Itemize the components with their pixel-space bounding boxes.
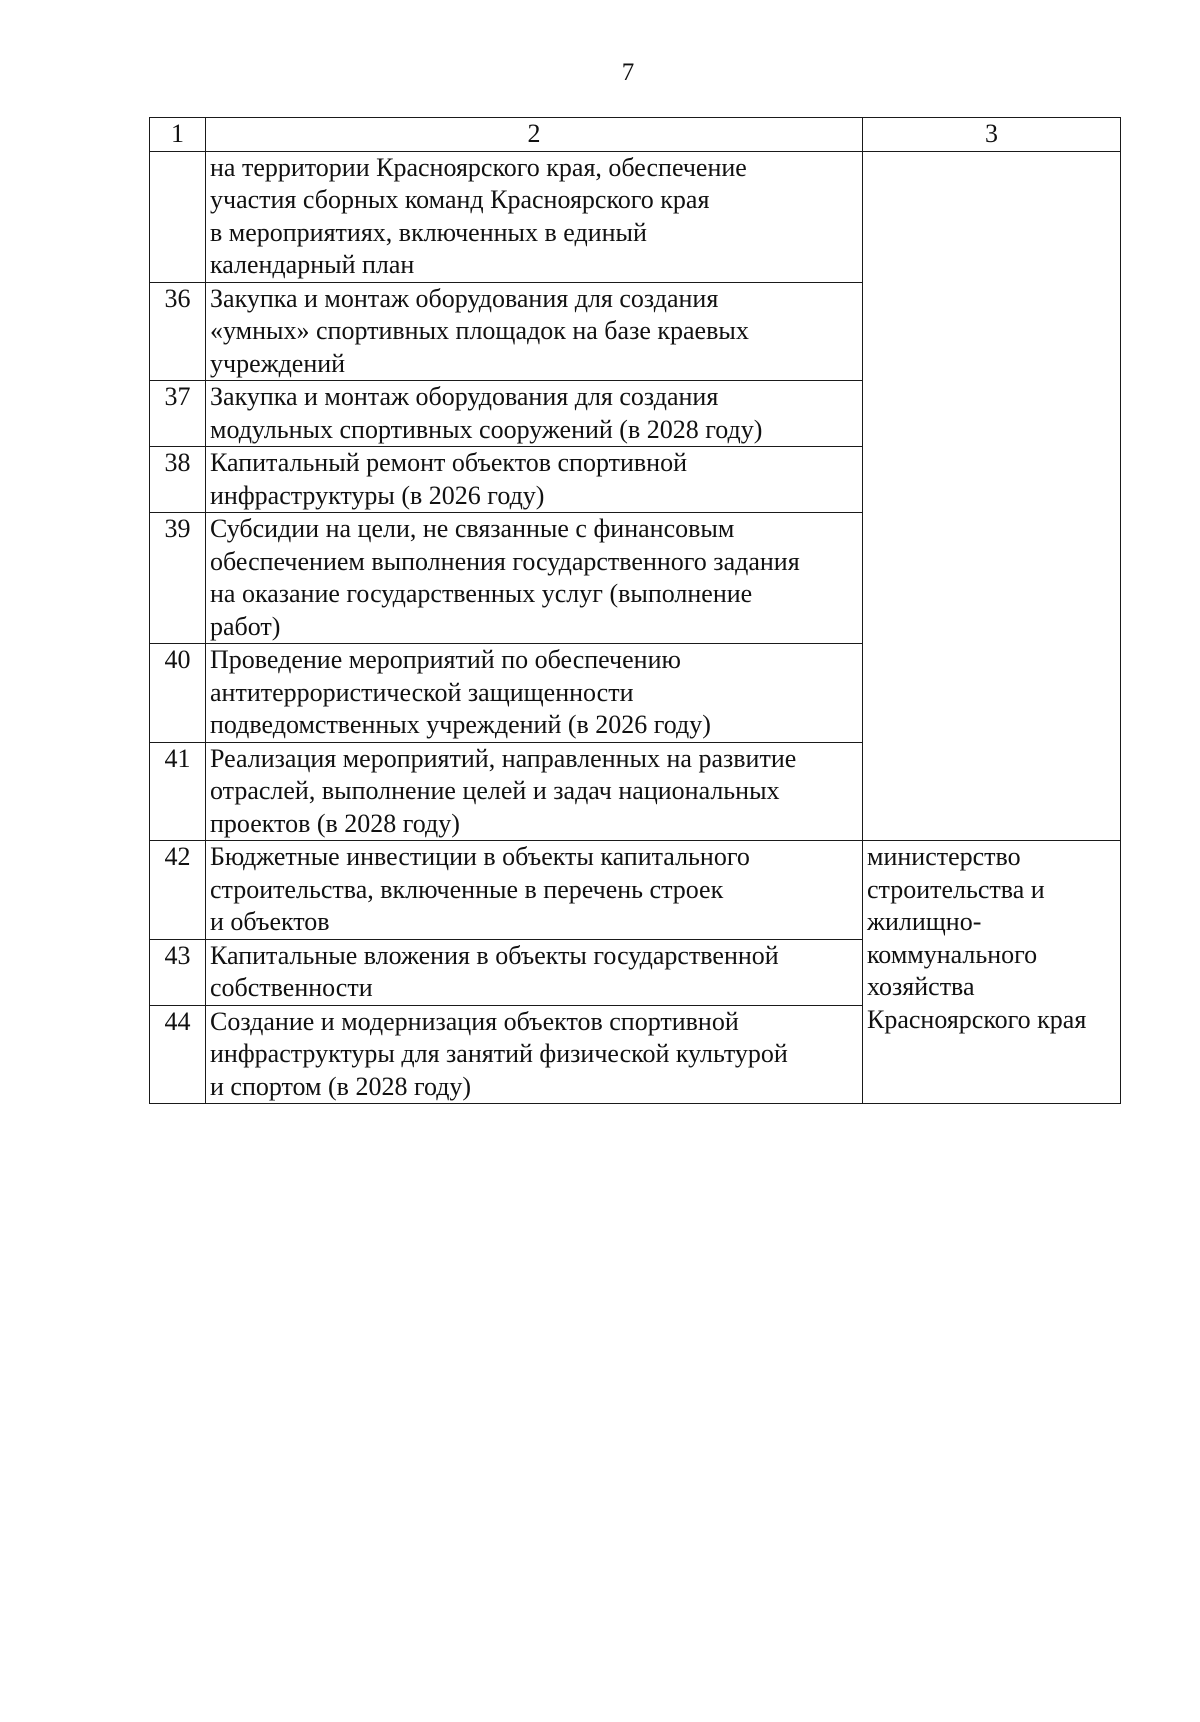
description-line: антитеррористической защищенности bbox=[210, 677, 634, 707]
description-line: и спортом (в 2028 году) bbox=[210, 1071, 472, 1101]
description-line: Бюджетные инвестиции в объекты капитального bbox=[210, 842, 750, 871]
description-line: «умных» спортивных площадок на базе краевых bbox=[210, 316, 749, 345]
row-number: 37 bbox=[150, 381, 206, 447]
measures-table bbox=[149, 117, 1121, 1104]
header-cell-3: 3 bbox=[863, 118, 1121, 152]
table-row bbox=[150, 151, 1121, 282]
responsible-cell-empty bbox=[863, 151, 1121, 841]
description-line: на оказание государственных услуг (выполнение bbox=[210, 579, 753, 608]
row-number: 40 bbox=[150, 644, 206, 743]
row-number: 39 bbox=[150, 513, 206, 644]
row-description bbox=[206, 742, 863, 841]
description-line: в мероприятиях, включенных в единый bbox=[210, 217, 647, 247]
responsible-line: Красноярского края bbox=[867, 1004, 1087, 1034]
row-number bbox=[150, 151, 206, 282]
responsible-ministry bbox=[863, 841, 1121, 1104]
description-line: инфраструктуры для занятий физической культурой bbox=[210, 1039, 788, 1068]
row-description bbox=[206, 841, 863, 940]
description-line: собственности bbox=[210, 973, 373, 1002]
responsible-line: строительства и bbox=[867, 874, 1045, 904]
row-number: 43 bbox=[150, 939, 206, 1005]
row-description bbox=[206, 447, 863, 513]
responsible-line: хозяйства bbox=[867, 972, 975, 1001]
description-line: проектов (в 2028 году) bbox=[210, 808, 460, 838]
row-number: 44 bbox=[150, 1005, 206, 1104]
description-line: учреждений bbox=[210, 348, 346, 378]
row-number: 36 bbox=[150, 282, 206, 381]
row-description bbox=[206, 513, 863, 644]
row-number: 41 bbox=[150, 742, 206, 841]
responsible-line: коммунального bbox=[867, 939, 1038, 969]
responsible-line: жилищно- bbox=[867, 907, 982, 936]
description-line: Закупка и монтаж оборудования для создания bbox=[210, 382, 719, 411]
description-line: отраслей, выполнение целей и задач национальных bbox=[210, 776, 780, 805]
description-line: участия сборных команд Красноярского края bbox=[210, 185, 710, 214]
header-cell-2: 2 bbox=[206, 118, 863, 152]
description-line: строительства, включенные в перечень строек bbox=[210, 874, 724, 904]
description-line: инфраструктуры (в 2026 году) bbox=[210, 480, 545, 510]
description-line: календарный план bbox=[210, 250, 415, 279]
description-line: на территории Красноярского края, обеспечение bbox=[210, 152, 747, 182]
row-number: 38 bbox=[150, 447, 206, 513]
row-description bbox=[206, 1005, 863, 1104]
description-line: модульных спортивных сооружений (в 2028 году) bbox=[210, 414, 763, 444]
row-number: 42 bbox=[150, 841, 206, 940]
row-description bbox=[206, 381, 863, 447]
description-line: обеспечением выполнения государственного задания bbox=[210, 546, 800, 576]
row-description bbox=[206, 644, 863, 743]
description-line: Закупка и монтаж оборудования для создания bbox=[210, 283, 719, 313]
description-line: подведомственных учреждений (в 2026 году) bbox=[210, 710, 711, 739]
responsible-line: министерство bbox=[867, 842, 1021, 871]
table-header-row bbox=[150, 118, 1121, 152]
description-line: Капитальные вложения в объекты государственной bbox=[210, 940, 779, 970]
description-line: работ) bbox=[210, 611, 281, 641]
description-line: Субсидии на цели, не связанные с финансовым bbox=[210, 514, 735, 543]
table-row bbox=[150, 841, 1121, 940]
description-line: Создание и модернизация объектов спортивной bbox=[210, 1006, 739, 1036]
description-line: Проведение мероприятий по обеспечению bbox=[210, 645, 681, 674]
page-number: 7 bbox=[621, 59, 635, 86]
description-line: Реализация мероприятий, направленных на развитие bbox=[210, 743, 797, 773]
description-line: Капитальный ремонт объектов спортивной bbox=[210, 448, 688, 477]
description-line: и объектов bbox=[210, 907, 330, 936]
row-description bbox=[206, 282, 863, 381]
row-description bbox=[206, 151, 863, 282]
row-description bbox=[206, 939, 863, 1005]
header-cell-1: 1 bbox=[150, 118, 206, 152]
